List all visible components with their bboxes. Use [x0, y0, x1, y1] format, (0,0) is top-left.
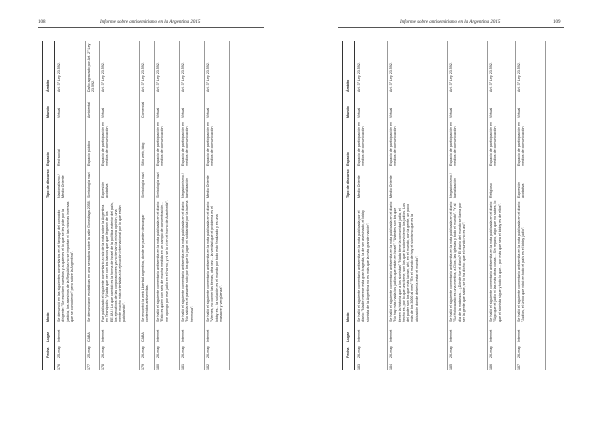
cell-modo: Se denunció en las siguientes comentarios en el fanpage del conocido dirigente: "Se escriben nuestros y a quienes el lo que se les pide por la justicia, los asesinos de la República no se importan ni las mismas inversas que se conocieron" pero sobre la Argentina". [57, 201, 74, 322]
cell-mundo: Ambiental [87, 102, 91, 118]
cell-mundo: Comercial [141, 101, 145, 118]
cell-ambito: Art. 3° Ley 23.592. [101, 62, 105, 92]
cell-modo: Se halló el siguiente comentario antisemita en la nota publicada en el diario: "Esto es quien con seis de mucha medida en un campo de concentración... me opongo por ese judío en el horno, y ni se lo vi en el horno de Auschwitz". [156, 200, 169, 322]
cell-modo: Se halló el siguiente comentario antisemita en la nota publicada en el diario: "Sigo que el judío ni las más otras cosas... Sin reparo, algo que no sabes, lo que el sionista sigue y todo lo que... por más que sea el lobby es de ellos". [489, 200, 502, 322]
cell-fecha: 25-may [57, 346, 61, 358]
cell-tipo: Medio Oriente [389, 175, 393, 198]
cell-espacio: Espacio público [87, 140, 91, 166]
header-tipo: Tipo de discurso [46, 169, 50, 198]
cell-fecha: 26-may [449, 346, 453, 358]
cell-espacio: Espacio de participación en medios de comunicación [517, 122, 526, 166]
cell-modo: Se denunciaron esvásticas en una senadora sobre la calle Gorostiaga 2058. [87, 200, 91, 322]
cell-ambito: Art. 3° Ley 23.592. [181, 62, 185, 92]
cell-modo: Se halló el siguiente comentario antisemita en la nota publicada en el diario: "Judíos, el único que robó en todo el país es el lobby judío". [517, 200, 526, 322]
header-ambito: Ámbito [46, 79, 50, 92]
header-ambito: Ámbito [346, 79, 350, 92]
cell-modo: Se encontró la web Libertad argentina, donde se pueden descargar contenidos antisemitas. [141, 214, 150, 322]
table-row [55, 41, 86, 370]
table-row [355, 41, 388, 370]
right-rotated-table [342, 41, 564, 370]
cell-num: 181 [181, 364, 185, 370]
cell-num: 180 [156, 364, 160, 370]
cell-mundo: Virtual [101, 107, 105, 118]
cell-modo: Se halló el siguiente comentario antisemita en la nota publicada en el diario: "No hay más nada los judíos que están en Israel". "Ustedes son los que tienen la historia que a los sionistas" "Nada tiene la comunidad judía, el hecho es, por lo que uno tiene, son los que lo sobrevivieron los judíos. Los del poder son los que más lucran, ahí, en el mundo, con la gente, un poco más de los 3000 al mes" "En el mundo de hoy el sionismo que es la ubicación donde debería estar el mundo". [389, 200, 419, 322]
cell-fecha: 26-may [206, 346, 210, 358]
cell-tipo: Expresión acotativa [517, 182, 526, 198]
table-header [42, 41, 55, 370]
table-row [447, 41, 488, 370]
cell-num: 184 [389, 364, 393, 370]
cell-tipo: Negacionismo / banalización [449, 173, 458, 198]
cell-ambito: Art. 3° Ley 23.592. [517, 62, 521, 92]
right-running-header: Informe sobre antisemitismo en la Argentina 2015 [400, 20, 501, 25]
header-lugar: Lugar [46, 332, 50, 342]
table-header [342, 41, 355, 370]
cell-mundo: Virtual [449, 107, 453, 118]
cell-num: 176 [57, 364, 61, 370]
cell-ambito: Art. 3° Ley 23.592. [156, 62, 160, 92]
cell-mundo: Virtual [206, 107, 210, 118]
table-row [204, 41, 230, 370]
cell-tipo: Medio Oriente [206, 175, 210, 198]
right-page-number: 109 [553, 20, 561, 25]
table-row [387, 41, 448, 370]
cell-mundo: Virtual [156, 107, 160, 118]
cell-num: 185 [449, 364, 453, 370]
cell-tipo: Simbología nazi [156, 172, 160, 198]
table-row [154, 41, 180, 370]
cell-espacio: Sitio web, blog [141, 142, 145, 166]
cell-mundo: Virtual [57, 107, 61, 118]
cell-mundo: Virtual [389, 107, 393, 118]
cell-tipo: Religioso [489, 183, 493, 198]
header-lugar: Lugar [346, 332, 350, 342]
header-espacio: Espacio [346, 152, 350, 166]
cell-ambito: Art. 3° Ley 23.592. [389, 62, 393, 92]
cell-tipo: Simbología nazi [141, 172, 145, 198]
cell-ambito: Art. 3° Ley 23.592. [57, 62, 61, 92]
cell-modo: Se halló el siguiente comentario antisemita en la nota publicada por el diario: "Nadie merece esta gran tragedia, la de ser asesinado, el lobby sionista de la Argentina no es más que la más grande nación". [357, 210, 370, 322]
cell-espacio: Espacio de participación en medios de comunicación [357, 122, 366, 166]
cell-num: 178 [101, 364, 105, 370]
header-tipo: Tipo de discurso [346, 169, 350, 198]
cell-ambito: Art. 3° Ley 23.592. [357, 62, 361, 92]
cell-lugar: Internet [101, 329, 105, 342]
right-header-rule [338, 27, 564, 28]
cell-mundo: Virtual [517, 107, 521, 118]
cell-fecha: 25-may [87, 346, 91, 358]
cell-tipo: Simbología nazi [87, 172, 91, 198]
cell-tipo: Negacionismo / banalización [181, 173, 190, 198]
cell-espacio: Espacio de participación en medios de comunicación [489, 122, 498, 166]
cell-espacio: Espacio de participación en medios de comunicación [156, 122, 165, 166]
cell-lugar: Internet [449, 329, 453, 342]
cell-modo: Se halló el siguiente comentario antisemita en la nota publicada en el diario: "No sabía es el pasante solo por los que lo jugar mi solidaridad por la buena hermosa". [181, 200, 194, 322]
cell-ambito: Daño agravado por Art. 2° Ley 23.592. [87, 43, 96, 92]
table-row [515, 41, 546, 370]
header-fecha: Fecha [346, 347, 350, 358]
cell-lugar: Internet [389, 329, 393, 342]
header-mundo: Mundo [346, 106, 350, 118]
table-row [487, 41, 516, 370]
cell-lugar: Internet [206, 329, 210, 342]
cell-lugar: Internet [156, 329, 160, 342]
left-rotated-table [42, 41, 264, 370]
cell-fecha: 26-may [489, 346, 493, 358]
cell-fecha: 26-may [357, 346, 361, 358]
cell-fecha: 26-may [101, 346, 105, 358]
cell-num: 182 [206, 364, 210, 370]
cell-num: 179 [141, 364, 145, 370]
cell-lugar: Internet [489, 329, 493, 342]
cell-lugar: Internet [57, 329, 61, 342]
cell-lugar: CABA [87, 332, 91, 342]
cell-modo: Fue publicado el siguiente comentario a raíz de la nota sobre la Argentina en Tecnópolis: "¡Nada que ver con los barcos que que llegaron de los EE.UU.! Lo que cambió es la forma de Israel de la política exterior del país, los ejecutivos de las corporaciones ya no tenían la misma opinión, una mente mucho más orientada a la ejecución internacional por lo que están publicando". [101, 202, 127, 322]
cell-lugar: Internet [517, 329, 521, 342]
cell-ambito: Art. 3° Ley 23.592. [489, 62, 493, 92]
table-row [179, 41, 205, 370]
cell-fecha: 26-may [389, 346, 393, 358]
cell-mundo: Virtual [357, 107, 361, 118]
cell-espacio: Espacio de participación en medios de comunicación [206, 122, 215, 166]
left-page-number: 108 [38, 20, 46, 25]
cell-num: 183 [357, 364, 361, 370]
cell-espacio: Espacio de participación en medios de comunicación [449, 122, 458, 166]
cell-espacio: Red social [57, 149, 61, 166]
table-row [99, 41, 140, 370]
left-header-rule [38, 27, 264, 28]
header-espacio: Espacio [46, 152, 50, 166]
cell-num: 186 [489, 364, 493, 370]
cell-ambito: Art. 3° Ley 23.592. [206, 62, 210, 92]
cell-ambito: Art. 3° Ley 23.592. [449, 62, 453, 92]
header-mundo: Mundo [46, 106, 50, 118]
cell-tipo: Medio Oriente [357, 175, 361, 198]
cell-fecha: 26-may [517, 346, 521, 358]
cell-modo: Se halló el siguiente comentario antisemita en la nota publicada en el diario: "Su Holocausto es una mentira, a Dios, las iglesias y todo el mundo". "Y al día de la matanza... ¿Dónde fue el diario? El diario del mundo se llama por ser la gente que sabe, se lo ha dicho: que el mundo no es así". [449, 200, 466, 322]
cell-lugar: CABA [141, 332, 145, 342]
cell-lugar: Internet [357, 329, 361, 342]
cell-fecha: 26-may [181, 346, 185, 358]
cell-mundo: Virtual [489, 107, 493, 118]
header-modo: Modo [46, 312, 50, 322]
cell-fecha: 26-may [156, 346, 160, 358]
cell-espacio: Espacio de participación en medios de comunicación [181, 122, 190, 166]
cell-fecha: 26-may [141, 346, 145, 358]
table-row [85, 41, 100, 370]
cell-mundo: Virtual [181, 107, 185, 118]
header-modo: Modo [346, 312, 350, 322]
cell-tipo: Nacionalismo / Medio Oriente [57, 174, 66, 198]
cell-tipo: Expresión acotativa [101, 182, 110, 198]
cell-num: 187 [517, 364, 521, 370]
cell-espacio: Espacio de participación en medios de comunicación [101, 122, 110, 166]
cell-ambito: Art. 3° Ley 23.592. [141, 62, 145, 92]
cell-lugar: Internet [181, 329, 185, 342]
right-page [300, 0, 600, 435]
cell-modo: Se halló el siguiente comentario antisemita en la nota publicada en el diario: "Viernes, no comer las tierras, otra vez... la verdad que el problema es el lobby es... la solución es el mundo por todo esto finalizado y es una masacre y vergüenza". [206, 200, 223, 322]
header-fecha: Fecha [46, 347, 50, 358]
cell-espacio: Espacio de participación en medios de comunicación [389, 122, 398, 166]
table-row [139, 41, 155, 370]
left-running-header: Informe sobre antisemitismo en la Argentina 2015 [100, 20, 201, 25]
cell-num: 177 [87, 364, 91, 370]
